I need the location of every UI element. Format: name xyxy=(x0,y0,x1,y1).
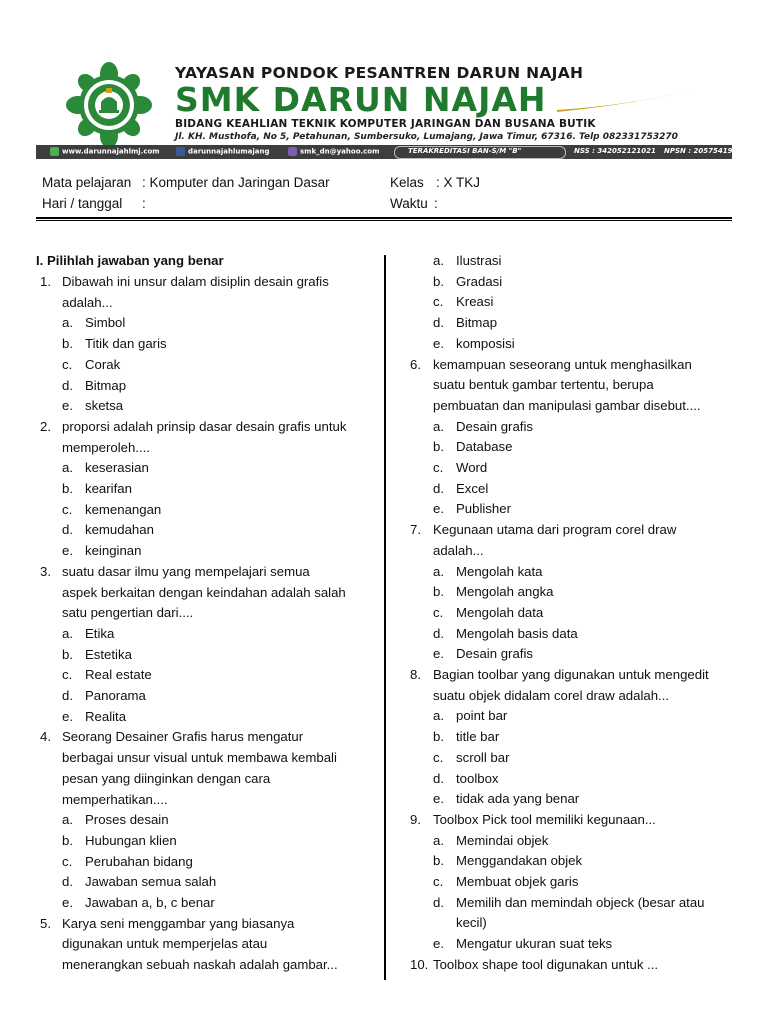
option-letter: b. xyxy=(62,336,73,352)
question-text: memperhatikan.... xyxy=(62,791,168,807)
option-letter: e. xyxy=(62,708,73,724)
option-letter: c. xyxy=(62,356,73,372)
option-letter: d. xyxy=(433,625,444,641)
option-text: keserasian xyxy=(85,460,149,476)
option-letter: a. xyxy=(433,708,444,724)
option-text: sketsa xyxy=(85,398,124,414)
option-letter: e. xyxy=(433,791,444,807)
option-letter: a. xyxy=(62,315,73,331)
option-text: Publisher xyxy=(456,501,511,517)
question-text: adalah... xyxy=(62,294,113,310)
question-text: Dibawah ini unsur dalam disiplin desain grafis xyxy=(62,274,329,289)
option-letter: c. xyxy=(62,501,73,517)
option-text: Desain grafis xyxy=(456,418,533,434)
option-text: Word xyxy=(456,460,488,475)
option-text: Real estate xyxy=(85,667,152,683)
option-text: Kreasi xyxy=(456,294,494,310)
question-number: 9. xyxy=(410,811,421,827)
option-letter: b. xyxy=(433,853,444,869)
option-letter: d. xyxy=(433,315,444,331)
option-text: Menggandakan objek xyxy=(456,853,583,869)
option-text: komposisi xyxy=(456,335,515,351)
column-divider xyxy=(384,255,386,980)
question-text: digunakan untuk memperjelas atau xyxy=(62,936,268,952)
option-letter: d. xyxy=(62,377,73,393)
subject-value: : Komputer dan Jaringan Dasar xyxy=(142,175,330,190)
question-text: pembuatan dan manipulasi gambar disebut.... xyxy=(433,397,701,413)
question-number: 5. xyxy=(40,915,51,931)
option-text: Corak xyxy=(85,356,121,372)
option-text: toolbox xyxy=(456,770,499,786)
option-letter: d. xyxy=(62,874,73,890)
school-fields: BIDANG KEAHLIAN TEKNIK KOMPUTER JARINGAN DAN BUSANA BUTIK xyxy=(175,118,596,130)
option-letter: a. xyxy=(433,253,444,268)
school-name: SMK DARUN NAJAH xyxy=(175,80,547,119)
accreditation: TERAKREDITASI BAN-S/M "B" xyxy=(408,147,522,155)
option-letter: b. xyxy=(433,439,444,455)
option-letter: a. xyxy=(433,832,444,848)
header-rule-thin xyxy=(36,220,732,221)
option-text: keinginan xyxy=(85,543,142,559)
option-text: Realita xyxy=(85,708,127,724)
option-letter: d. xyxy=(433,480,444,496)
option-text: kemudahan xyxy=(85,522,154,538)
option-letter: a. xyxy=(433,563,444,579)
option-text: kecil) xyxy=(456,915,487,931)
option-letter: a. xyxy=(62,625,73,641)
option-letter: b. xyxy=(433,729,444,745)
foundation-name: YAYASAN PONDOK PESANTREN DARUN NAJAH xyxy=(175,64,584,82)
gold-swoosh-decoration xyxy=(555,86,695,114)
option-letter: a. xyxy=(433,418,444,434)
option-text: Etika xyxy=(85,625,115,641)
option-text: tidak ada yang benar xyxy=(456,791,580,807)
option-letter: e. xyxy=(433,936,444,952)
question-text: adalah... xyxy=(433,542,484,558)
option-letter: b. xyxy=(62,646,73,662)
option-letter: c. xyxy=(62,853,73,869)
option-text: Memindai objek xyxy=(456,832,549,848)
option-letter: b. xyxy=(433,584,444,600)
option-text: Gradasi xyxy=(456,273,503,289)
question-number: 7. xyxy=(410,522,421,538)
option-letter: e. xyxy=(62,895,73,910)
option-text: Mengolah basis data xyxy=(456,625,578,641)
option-text: Perubahan bidang xyxy=(85,853,193,869)
subject-label: Mata pelajaran xyxy=(42,175,132,190)
question-text: proporsi adalah prinsip dasar desain grafis untuk xyxy=(62,418,347,434)
question-text: suatu objek didalam corel draw adalah... xyxy=(433,687,670,703)
option-text: Jawaban semua salah xyxy=(85,874,217,890)
option-letter: e. xyxy=(433,335,444,351)
option-text: Bitmap xyxy=(456,315,498,331)
option-letter: a. xyxy=(62,460,73,476)
time-label: Waktu xyxy=(390,196,428,211)
npsn-number: NPSN : 20575419 xyxy=(664,147,733,155)
school-address: Jl. KH. Musthofa, No 5, Petahunan, Sumbersuko, Lumajang, Jawa Timur, 67316. Telp 082331753270 xyxy=(175,132,678,142)
question-text: pesan yang diinginkan dengan cara xyxy=(62,770,271,786)
option-text: Proses desain xyxy=(85,812,169,828)
question-text: satu pengertian dari.... xyxy=(62,605,194,621)
option-text: Memilih dan memindah objeck (besar atau xyxy=(456,894,705,910)
time-value: : xyxy=(434,196,438,211)
email-link[interactable]: smk_dn@yahoo.com xyxy=(288,147,379,156)
option-text: scroll bar xyxy=(456,749,510,765)
option-text: Ilustrasi xyxy=(456,253,502,268)
option-text: kearifan xyxy=(85,481,132,496)
facebook-icon xyxy=(176,147,185,156)
option-text: Jawaban a, b, c benar xyxy=(85,895,215,910)
option-letter: e. xyxy=(62,398,73,414)
class-value: : X TKJ xyxy=(436,175,481,190)
question-text: suatu dasar ilmu yang mempelajari semua xyxy=(62,563,310,579)
question-number: 2. xyxy=(40,418,51,434)
question-text: aspek berkaitan dengan keindahan adalah salah xyxy=(62,584,346,600)
option-text: point bar xyxy=(456,708,508,724)
option-letter: d. xyxy=(433,770,444,786)
option-text: Titik dan garis xyxy=(85,336,167,352)
option-text: title bar xyxy=(456,729,500,745)
option-letter: a. xyxy=(62,812,73,828)
option-letter: c. xyxy=(433,294,444,310)
question-text: berbagai unsur visual untuk membawa kembali xyxy=(62,750,337,766)
option-letter: b. xyxy=(433,273,444,289)
option-letter: c. xyxy=(433,749,444,765)
question-number: 3. xyxy=(40,563,51,579)
header-rule xyxy=(36,217,732,219)
option-text: Panorama xyxy=(85,688,146,703)
question-number: 6. xyxy=(410,356,421,372)
option-letter: d. xyxy=(433,894,444,910)
option-text: Mengatur ukuran suat teks xyxy=(456,936,613,952)
question-number: 8. xyxy=(410,667,421,682)
question-number: 10. xyxy=(410,956,429,972)
option-text: Estetika xyxy=(85,646,132,662)
option-text: Hubungan klien xyxy=(85,832,177,848)
option-text: kemenangan xyxy=(85,501,162,517)
option-text: Bitmap xyxy=(85,377,127,393)
option-text: Membuat objek garis xyxy=(456,874,579,889)
option-text: Excel xyxy=(456,480,489,496)
question-text: Karya seni menggambar yang biasanya xyxy=(62,915,295,931)
question-text: memperoleh.... xyxy=(62,439,150,455)
option-letter: b. xyxy=(62,832,73,848)
option-text: Mengolah kata xyxy=(456,563,543,579)
mail-icon xyxy=(288,147,297,156)
nss-number: NSS : 342052121021 xyxy=(574,147,656,155)
option-letter: c. xyxy=(433,460,444,475)
question-text: Bagian toolbar yang digunakan untuk mengedit xyxy=(433,667,709,682)
option-letter: c. xyxy=(433,874,444,889)
option-letter: e. xyxy=(433,646,444,662)
question-number: 4. xyxy=(40,729,51,745)
class-label: Kelas xyxy=(390,175,424,190)
question-text: Kegunaan utama dari program corel draw xyxy=(433,522,677,538)
question-text: kemampuan seseorang untuk menghasilkan xyxy=(433,356,692,372)
option-text: Mengolah angka xyxy=(456,584,554,600)
date-value: : xyxy=(142,196,146,211)
section-heading: I. Pilihlah jawaban yang benar xyxy=(36,253,224,268)
question-text: Seorang Desainer Grafis harus mengatur xyxy=(62,729,304,745)
option-text: Desain grafis xyxy=(456,646,533,662)
question-text: menerangkan sebuah naskah adalah gambar... xyxy=(62,957,338,973)
facebook-link[interactable]: darunnajahlumajang xyxy=(176,147,269,156)
option-letter: b. xyxy=(62,481,73,496)
date-label: Hari / tanggal xyxy=(42,196,123,211)
question-text: Toolbox Pick tool memiliki kegunaan... xyxy=(433,811,656,827)
contact-bar xyxy=(36,145,732,159)
option-text: Mengolah data xyxy=(456,604,544,620)
question-number: 1. xyxy=(40,274,51,289)
option-text: Database xyxy=(456,439,513,455)
question-text: suatu bentuk gambar tertentu, berupa xyxy=(433,377,654,393)
option-letter: e. xyxy=(62,543,73,559)
option-letter: e. xyxy=(433,501,444,517)
option-letter: d. xyxy=(62,522,73,538)
option-letter: c. xyxy=(433,604,444,620)
option-text: Simbol xyxy=(85,315,126,331)
option-letter: d. xyxy=(62,688,73,703)
option-letter: c. xyxy=(62,667,73,683)
globe-icon xyxy=(50,147,59,156)
website-link[interactable]: www.darunnajahlmj.com xyxy=(50,147,160,156)
school-logo xyxy=(66,62,152,148)
question-text: Toolbox shape tool digunakan untuk ... xyxy=(433,956,659,972)
